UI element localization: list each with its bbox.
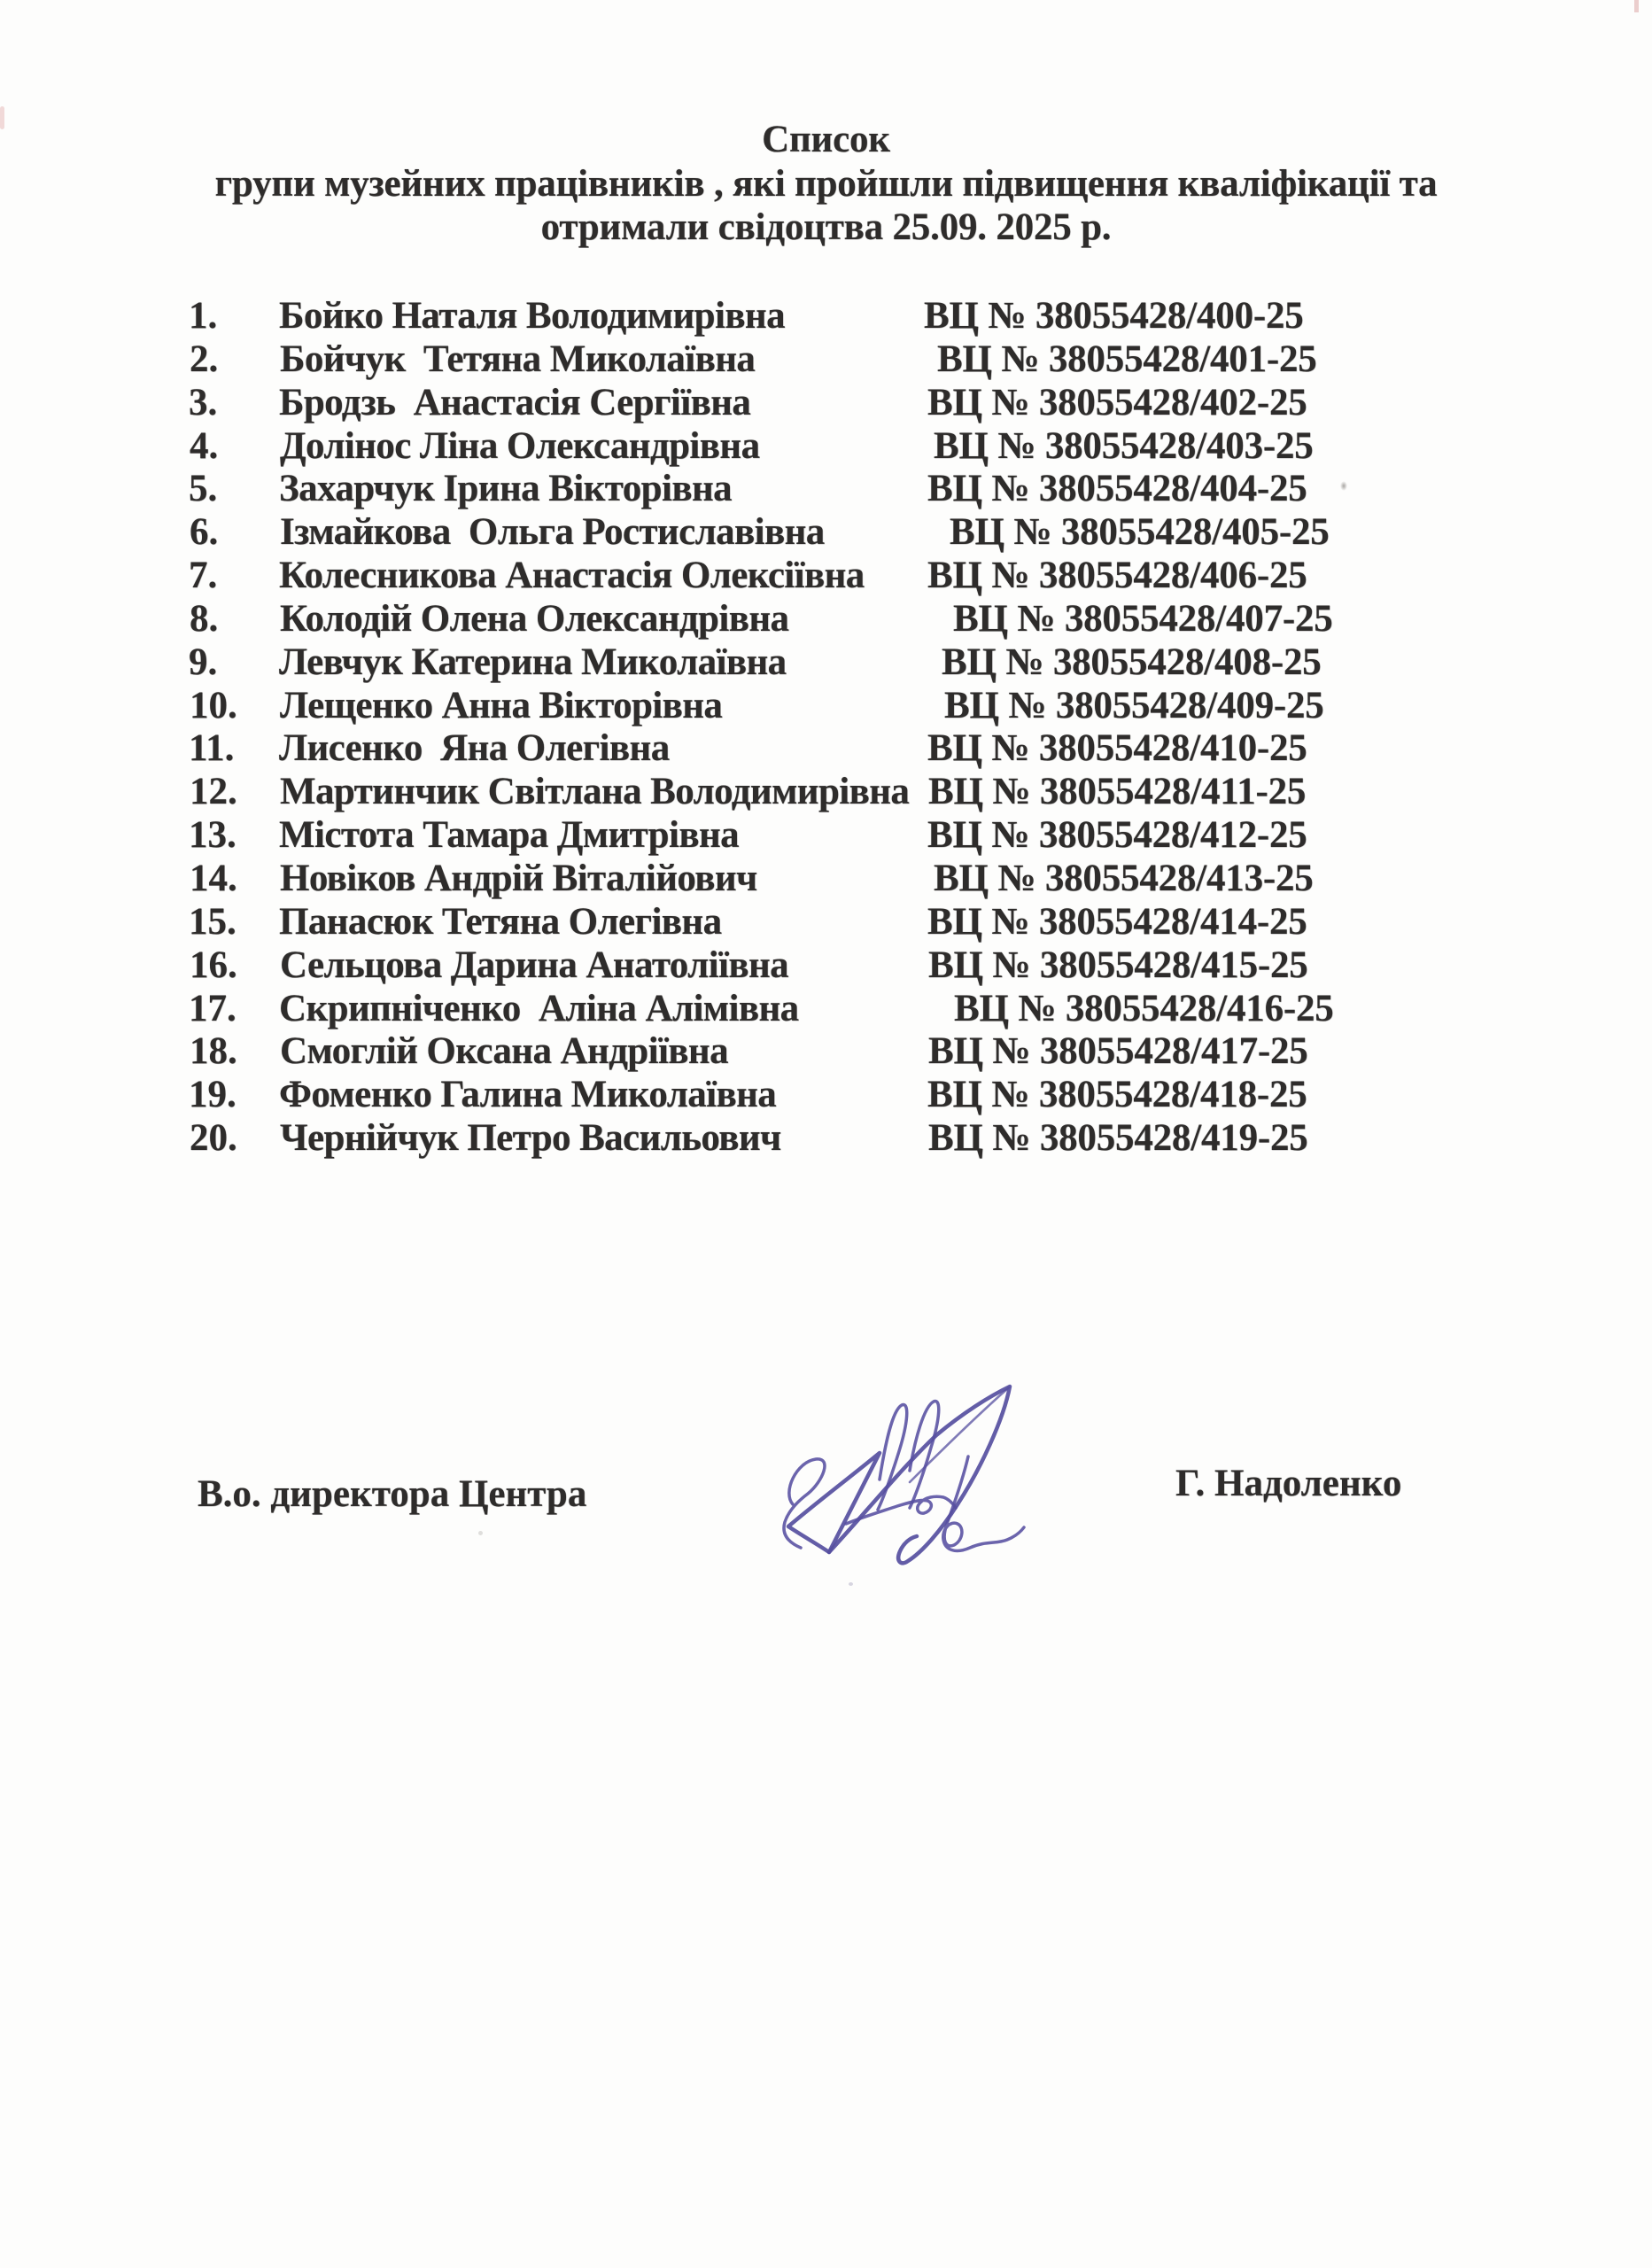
scan-artifact-speck — [478, 1531, 483, 1535]
certificate-number: ВЦ № 38055428/416-25 — [954, 987, 1334, 1029]
certificate-number: ВЦ № 38055428/402-25 — [927, 381, 1307, 423]
list-item — [190, 685, 1368, 728]
person-name: Скрипніченко Аліна Алімівна — [279, 987, 799, 1029]
item-number: 17. — [189, 987, 237, 1029]
item-number: 12. — [190, 771, 237, 813]
item-number: 2. — [190, 338, 219, 380]
certificate-number: ВЦ № 38055428/412-25 — [927, 814, 1307, 857]
list-item — [189, 641, 1367, 685]
certificate-number: ВЦ № 38055428/403-25 — [934, 424, 1314, 467]
certificate-number: ВЦ № 38055428/409-25 — [944, 684, 1324, 726]
list-item — [189, 727, 1367, 771]
person-name: Левчук Катерина Миколаївна — [279, 641, 787, 683]
person-name: Лещенко Анна Вікторівна — [280, 684, 723, 726]
list-item — [189, 988, 1367, 1031]
item-number: 10. — [190, 684, 237, 726]
item-number: 11. — [189, 727, 235, 770]
list-item — [190, 511, 1368, 555]
certificate-list — [189, 295, 1367, 1161]
certificate-number: ВЦ № 38055428/415-25 — [928, 944, 1308, 986]
certificate-number: ВЦ № 38055428/413-25 — [934, 857, 1314, 899]
certificate-number: ВЦ № 38055428/419-25 — [928, 1117, 1308, 1160]
list-item — [189, 555, 1367, 598]
person-name: Новіков Андрій Віталійович — [280, 857, 757, 899]
document-title — [0, 118, 1652, 250]
person-name: Бродзь Анастасія Сергіївна — [279, 381, 751, 423]
list-item — [190, 598, 1368, 641]
item-number: 1. — [189, 295, 218, 337]
list-item — [189, 901, 1367, 944]
signature-scribble — [757, 1364, 1050, 1621]
title-line-3: отримали свідоцтва 25.09. 2025 р. — [540, 206, 1112, 248]
person-name: Смоглій Оксана Андріївна — [280, 1030, 728, 1073]
person-name: Захарчук Ірина Вікторівна — [279, 468, 733, 510]
list-item — [190, 1030, 1368, 1074]
item-number: 5. — [189, 468, 218, 510]
person-name: Бойчук Тетяна Миколаївна — [280, 338, 756, 380]
item-number: 16. — [190, 944, 237, 986]
list-item — [189, 382, 1367, 425]
person-name: Ізмайкова Ольга Ростиславівна — [280, 511, 825, 554]
item-number: 4. — [190, 424, 219, 467]
certificate-number: ВЦ № 38055428/408-25 — [942, 641, 1322, 683]
person-name: Долінос Ліна Олександрівна — [280, 424, 760, 467]
person-name: Чернійчук Петро Васильович — [280, 1117, 781, 1160]
signer-position-label: В.о. директора Центра — [198, 1473, 587, 1515]
list-item — [190, 425, 1368, 469]
item-number: 13. — [189, 814, 237, 857]
person-name: Сельцова Дарина Анатоліївна — [280, 944, 789, 986]
title-line-1: Список — [762, 119, 890, 160]
item-number: 9. — [189, 641, 218, 683]
item-number: 8. — [190, 597, 219, 640]
list-item — [190, 944, 1368, 988]
item-number: 7. — [189, 555, 218, 597]
person-name: Бойко Наталя Володимирівна — [279, 295, 786, 337]
list-item — [189, 295, 1367, 338]
person-name: Мартинчик Світлана Володимирівна — [280, 771, 910, 813]
person-name: Містота Тамара Дмитрівна — [279, 814, 740, 857]
certificate-number: ВЦ № 38055428/404-25 — [927, 468, 1307, 510]
list-item — [190, 1117, 1368, 1161]
person-name: Колесникова Анастасія Олексіївна — [279, 555, 865, 597]
certificate-number: ВЦ № 38055428/406-25 — [927, 555, 1307, 597]
item-number: 20. — [190, 1117, 237, 1160]
list-item — [190, 771, 1368, 814]
title-line-2: групи музейних працівників , які пройшли підвищення кваліфікації та — [214, 162, 1438, 205]
item-number: 3. — [189, 381, 218, 423]
list-item — [190, 338, 1368, 382]
list-item — [189, 468, 1367, 511]
certificate-number: ВЦ № 38055428/401-25 — [937, 338, 1317, 380]
certificate-number: ВЦ № 38055428/410-25 — [927, 727, 1307, 770]
certificate-number: ВЦ № 38055428/407-25 — [953, 597, 1333, 640]
item-number: 18. — [190, 1030, 237, 1073]
person-name: Лисенко Яна Олегівна — [279, 727, 670, 770]
signer-name: Г. Надоленко — [1175, 1463, 1402, 1504]
certificate-number: ВЦ № 38055428/414-25 — [927, 900, 1307, 943]
item-number: 15. — [189, 900, 237, 943]
item-number: 6. — [190, 511, 219, 554]
list-item — [189, 814, 1367, 858]
certificate-number: ВЦ № 38055428/417-25 — [928, 1030, 1308, 1073]
list-item — [190, 858, 1368, 901]
item-number: 19. — [189, 1074, 237, 1116]
certificate-number: ВЦ № 38055428/411-25 — [928, 771, 1307, 813]
person-name: Колодій Олена Олександрівна — [280, 597, 789, 640]
certificate-number: ВЦ № 38055428/405-25 — [950, 511, 1330, 554]
list-item — [189, 1074, 1367, 1117]
certificate-number: ВЦ № 38055428/400-25 — [924, 295, 1304, 337]
person-name: Панасюк Тетяна Олегівна — [279, 900, 722, 943]
item-number: 14. — [190, 857, 237, 899]
certificate-number: ВЦ № 38055428/418-25 — [927, 1074, 1307, 1116]
person-name: Фоменко Галина Миколаївна — [279, 1074, 777, 1116]
scan-artifact-sliver — [1634, 0, 1639, 12]
